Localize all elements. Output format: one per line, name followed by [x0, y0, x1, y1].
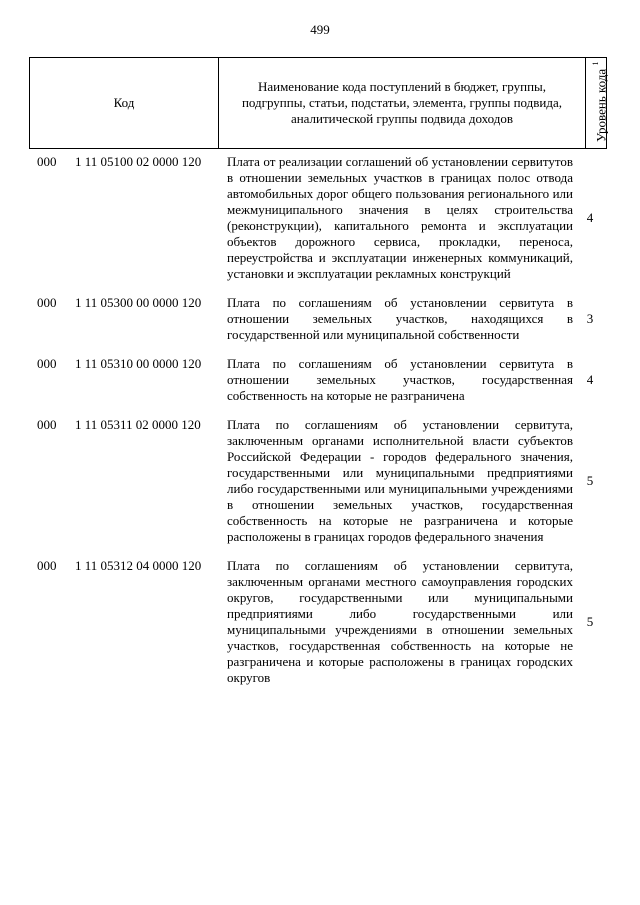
table-row: [37, 154, 607, 282]
table-row: [37, 558, 607, 686]
table-row: [37, 417, 607, 545]
row-code: 1 11 05310 00 0000 120: [75, 356, 202, 371]
header-code-label: Код: [113, 95, 135, 110]
row-level: 3: [586, 311, 594, 326]
row-code: 1 11 05312 04 0000 120: [75, 558, 202, 573]
header-level-label-wrap: [588, 62, 609, 146]
header-level-cell: [586, 58, 607, 148]
row-description: Плата по соглашениям об установлении сервитута, заключенным органами местного самоуправления городских округов, государственными или муниципальными предприятиями либо государственными или муниципальными учреждениями в отношении земельных участков, государственная собственность на которые не разграничена и которые расположены в границах городских округов: [227, 558, 573, 685]
row-level: 5: [586, 614, 594, 629]
row-level: 5: [586, 473, 594, 488]
page-number: 499: [310, 22, 330, 37]
row-description: Плата по соглашениям об установлении сервитута в отношении земельных участков, государственная собственность на которые не разграничена: [227, 356, 573, 403]
row-description: Плата по соглашениям об установлении сервитута в отношении земельных участков, находящихся в государственной или муниципальной собственности: [227, 295, 573, 342]
row-code: 1 11 05311 02 0000 120: [75, 417, 201, 432]
header-level-label: Уровень кода: [593, 69, 609, 143]
row-prefix: 000: [37, 417, 57, 432]
row-code: 1 11 05300 00 0000 120: [75, 295, 202, 310]
row-prefix: 000: [37, 295, 57, 310]
table-row: [37, 295, 607, 343]
row-level: 4: [586, 372, 594, 387]
row-prefix: 000: [37, 356, 57, 371]
table-header: [29, 57, 607, 149]
row-code: 1 11 05100 02 0000 120: [75, 154, 202, 169]
header-name-label: Наименование кода поступлений в бюджет, группы, подгруппы, статьи, подстатьи, элемента, группы подвида, аналитической группы подвида доходов: [241, 79, 563, 126]
table-body: [37, 154, 607, 699]
header-code-cell: [30, 58, 219, 148]
table-row: [37, 356, 607, 404]
row-level: 4: [586, 210, 594, 225]
header-level-footnote: 1: [591, 62, 600, 66]
header-name-cell: [219, 58, 586, 148]
row-prefix: 000: [37, 558, 57, 573]
row-description: Плата от реализации соглашений об установлении сервитутов в отношении земельных участков в границах полос отвода автомобильных дорог общего пользования регионального или межмуниципального значения в целях строительства (реконструкции), капитального ремонта и эксплуатации объектов дорожного сервиса, прокладки, переноса, переустройства и эксплуатации инженерных коммуникаций, установки и эксплуатации рекламных конструкций: [227, 154, 573, 281]
row-description: Плата по соглашениям об установлении сервитута, заключенным органами исполнительной власти субъектов Российской Федерации - городов федерального значения, государственными или муниципальными предприятиями либо государственными или муниципальными учреждениями в отношении земельных участков, государственная собственность на которые не разграничена и которые расположены в границах городов федерального значения: [227, 417, 573, 544]
row-prefix: 000: [37, 154, 57, 169]
